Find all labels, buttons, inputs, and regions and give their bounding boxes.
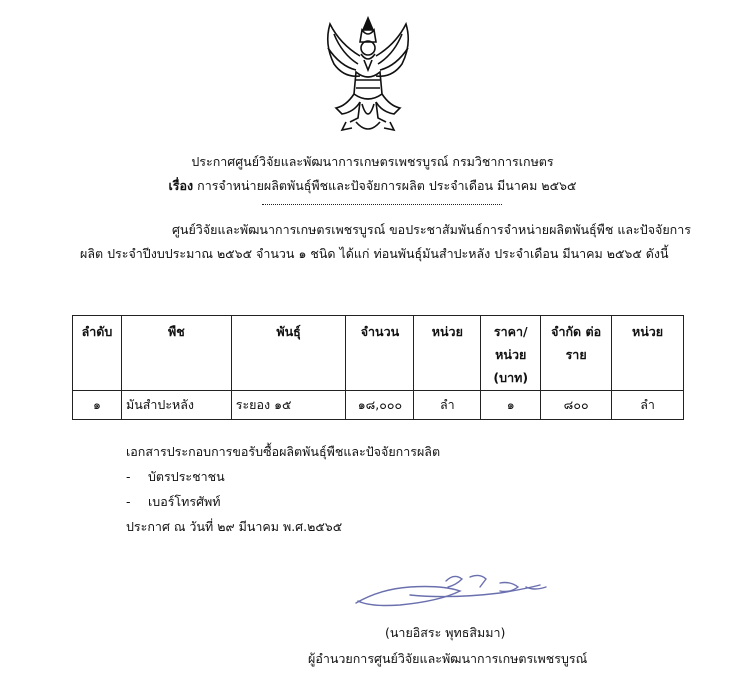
cell-plant: มันสำปะหลัง <box>121 391 231 420</box>
cell-order: ๑ <box>73 391 122 420</box>
document-item-id-card: บัตรประชาชน <box>148 469 225 484</box>
cell-quantity: ๑๘,๐๐๐ <box>346 391 414 420</box>
cell-price: ๑ <box>481 391 541 420</box>
table-header-row <box>73 316 684 391</box>
table-row <box>73 391 684 420</box>
cell-variety: ระยอง ๑๕ <box>231 391 346 420</box>
cell-unit: ลำ <box>414 391 481 420</box>
signer-position: ผู้อำนวยการศูนย์วิจัยและพัฒนาการเกษตรเพชรบูรณ์ <box>308 651 588 666</box>
bullet: - <box>126 469 131 484</box>
garuda-emblem-icon <box>316 14 420 140</box>
intro-paragraph <box>80 218 692 266</box>
documents-title: เอกสารประกอบการขอรับซื้อผลิตพันธุ์พืชและปัจจัยการผลิต <box>126 444 441 459</box>
col-header-limit: จำกัด ต่อราย <box>541 316 612 391</box>
col-header-price: ราคา/ หน่วย (บาท) <box>481 316 541 391</box>
subject-line <box>0 176 745 196</box>
agency-line: ประกาศศูนย์วิจัยและพัฒนาการเกษตรเพชรบูรณ์ กรมวิชาการเกษตร <box>191 154 554 169</box>
cell-limit-unit: ลำ <box>612 391 684 420</box>
subject-text: การจำหน่ายผลิตพันธุ์พืชและปัจจัยการผลิต ประจำเดือน มีนาคม ๒๕๖๕ <box>197 178 577 193</box>
announce-date: ประกาศ ณ วันที่ ๒๙ มีนาคม พ.ศ.๒๕๖๕ <box>126 519 343 534</box>
product-table <box>72 315 684 420</box>
bullet: - <box>126 494 131 509</box>
signer-name: (นายอิสระ พุทธสิมมา) <box>385 625 506 640</box>
list-item <box>126 492 221 512</box>
list-item <box>126 467 225 487</box>
col-header-quantity: จำนวน <box>346 316 414 391</box>
dotted-divider <box>262 204 502 205</box>
cell-limit: ๘๐๐ <box>541 391 612 420</box>
col-header-variety: พันธุ์ <box>231 316 346 391</box>
col-header-plant: พืช <box>121 316 231 391</box>
signature-image <box>350 565 560 615</box>
subject-label: เรื่อง <box>168 178 194 193</box>
col-header-order: ลำดับ <box>73 316 122 391</box>
col-header-unit: หน่วย <box>414 316 481 391</box>
document-item-phone: เบอร์โทรศัพท์ <box>148 494 221 509</box>
col-header-limit-unit: หน่วย <box>612 316 684 391</box>
intro-paragraph-text: ศูนย์วิจัยและพัฒนาการเกษตรเพชรบูรณ์ ขอประชาสัมพันธ์การจำหน่ายผลิตพันธุ์พืช และปัจจัยการผลิต ประจำปีงบประมาณ ๒๕๖๕ จำนวน ๑ ชนิด ได้แก่ ท่อนพันธุ์มันสำปะหลัง ประจำเดือน มีนาคม ๒๕๖๕ ดังนี้ <box>80 222 691 261</box>
